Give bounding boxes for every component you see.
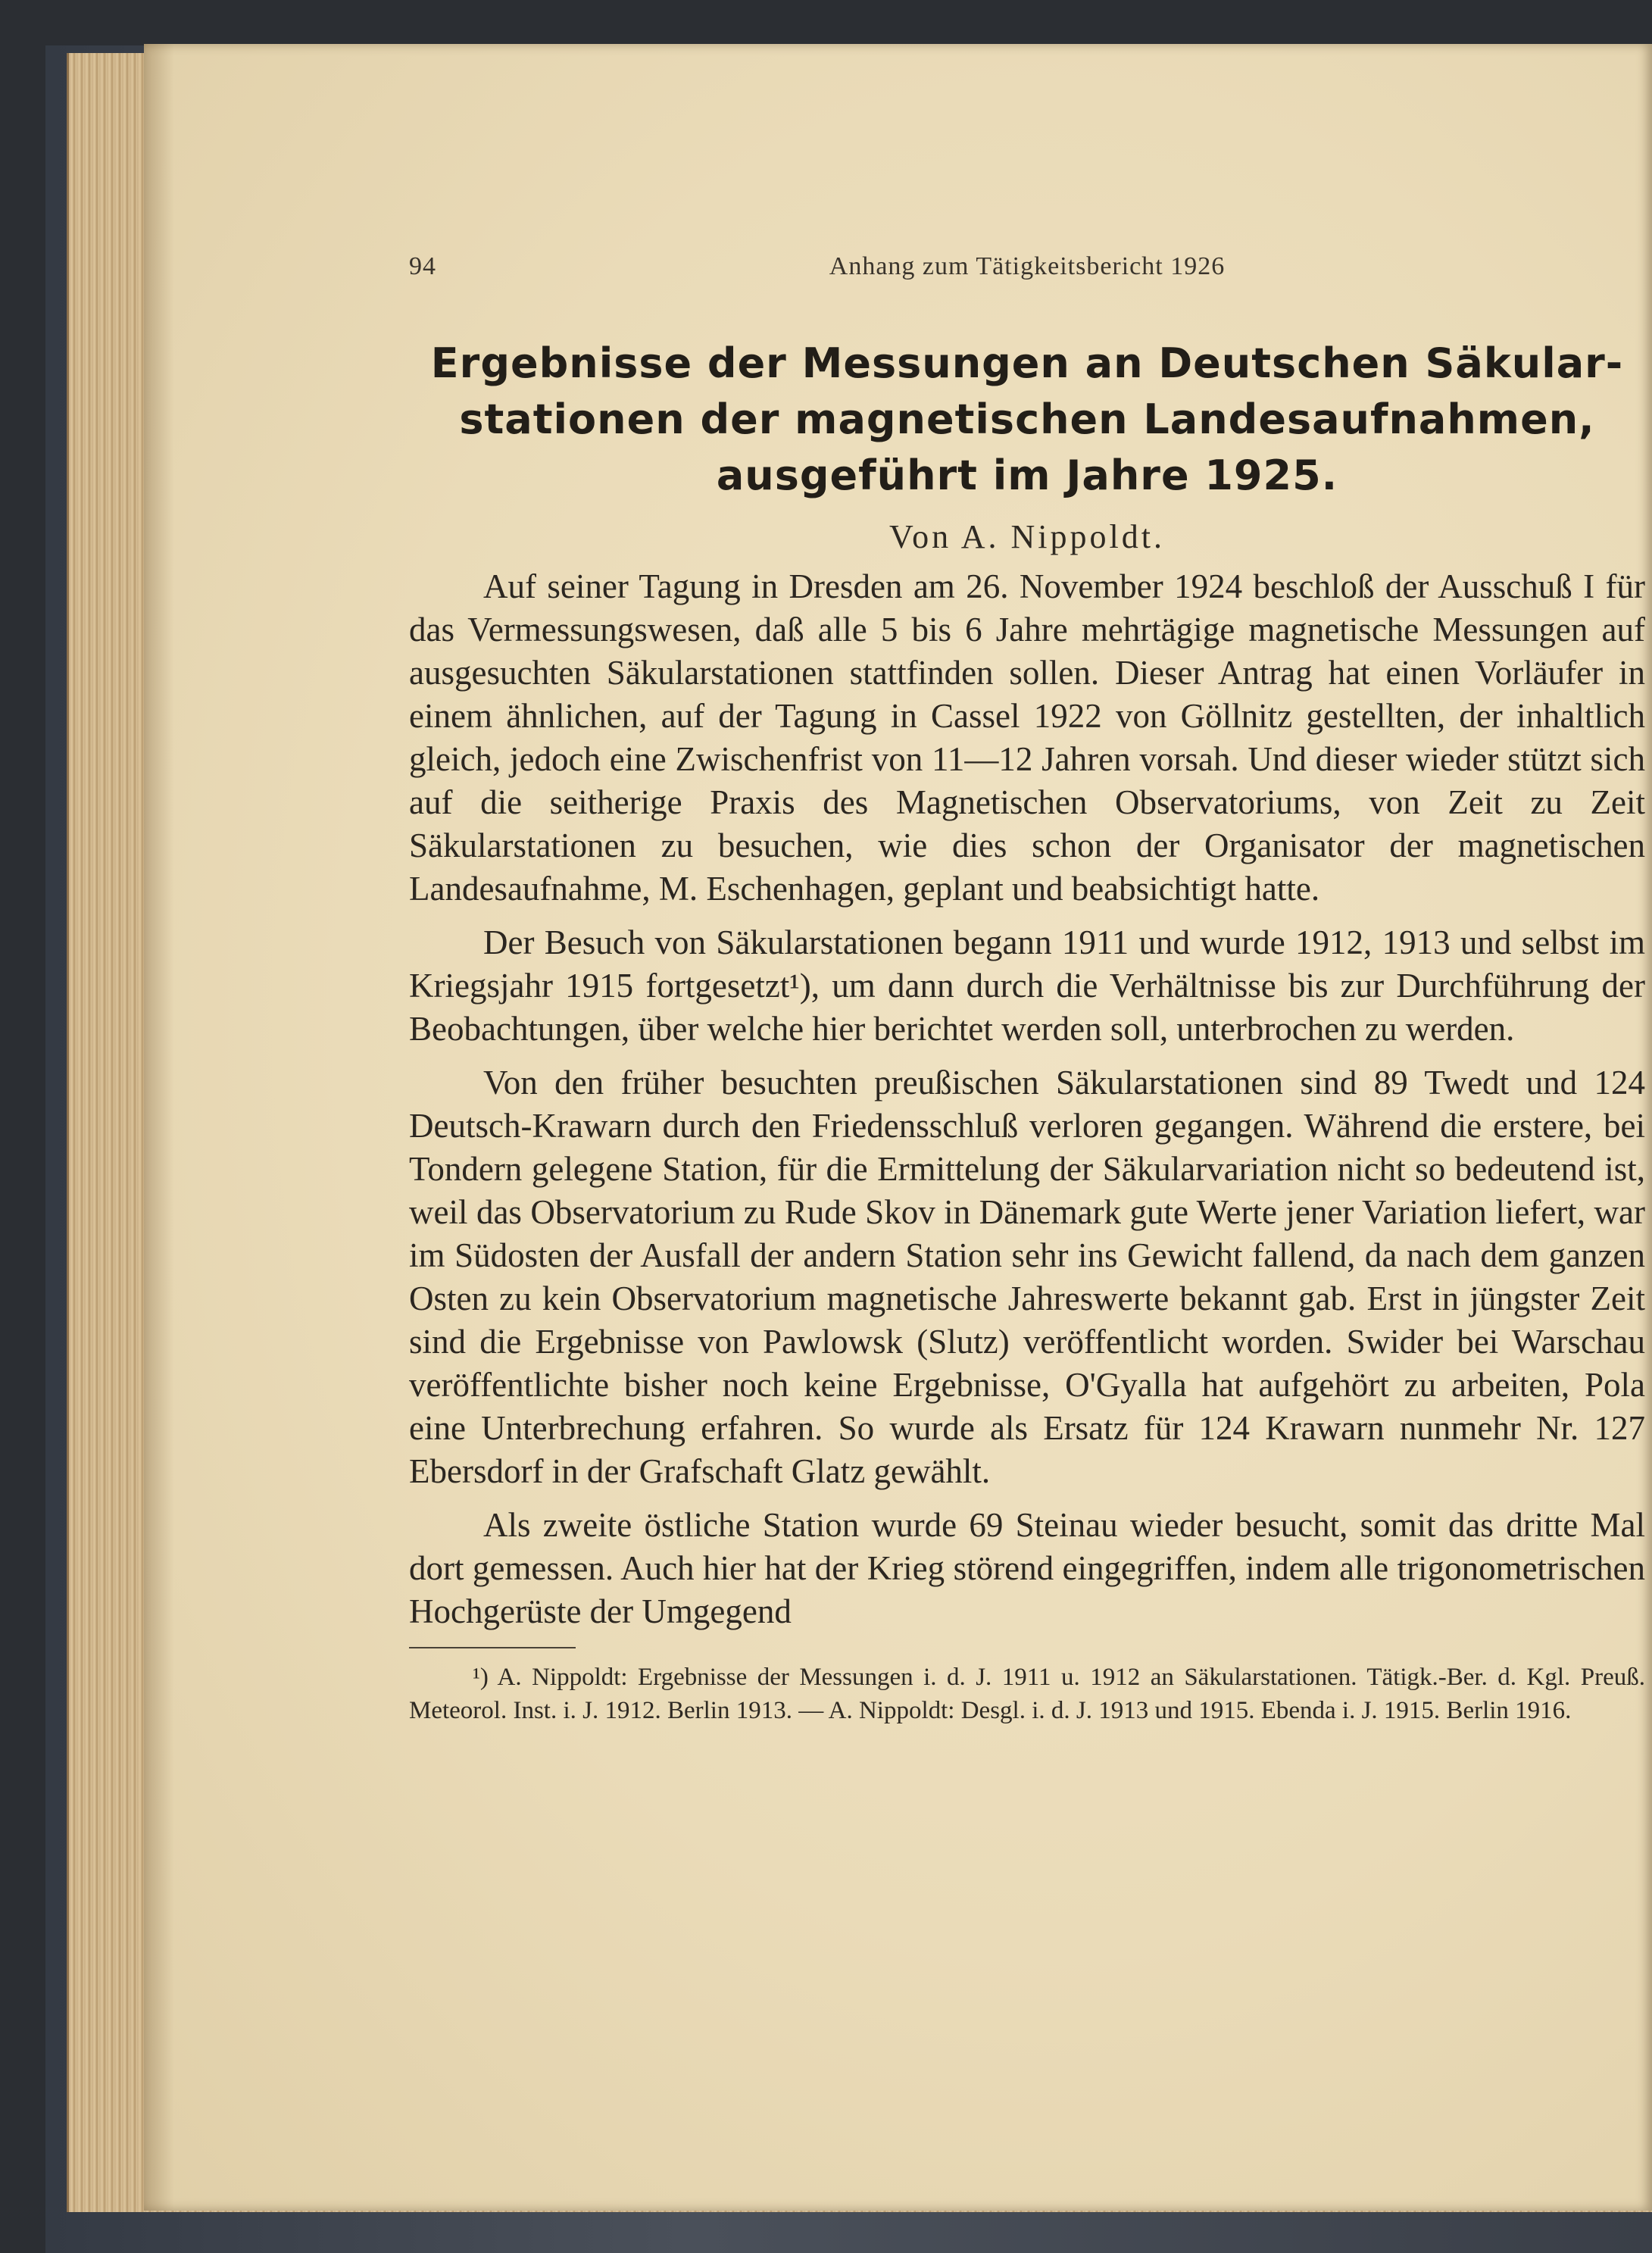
footnote-divider bbox=[409, 1647, 576, 1648]
body-paragraph bbox=[409, 565, 1645, 911]
article-title bbox=[409, 336, 1645, 504]
title-line: ausgeführt im Jahre 1925. bbox=[716, 452, 1338, 499]
title-line: stationen der magnetischen Landesaufnahmen, bbox=[459, 395, 1595, 443]
footnote-text: ¹) A. Nippoldt: Ergebnisse der Messungen i. d. J. 1911 u. 1912 an Säkularstationen. Tätigk.-Ber. d. Kgl. Preuß. Meteorol. Inst. i. J. 1912. Berlin 1913. — A. Nippoldt: Desgl. i. d. J. 1913 und 1915. Ebenda i. J. 1915. Berlin 1916. bbox=[409, 1664, 1645, 1724]
footnote bbox=[409, 1661, 1645, 1727]
paragraph-text: Der Besuch von Säkularstationen begann 1911 und wurde 1912, 1913 und selbst im Kriegsjahr 1915 fortgesetzt¹), um dann durch die Verhältnisse bis zur Durchführung der Beobachtungen, über welche hier berichtet werden soll, unterbrochen zu werden. bbox=[409, 923, 1645, 1048]
paragraph-text: Auf seiner Tagung in Dresden am 26. November 1924 beschloß der Ausschuß I für das Vermessungswesen, daß alle 5 bis 6 Jahre mehrtägige magnetische Messungen auf ausgesuchten Säkularstationen stattfinden sollen. Dieser Antrag hat einen Vorläufer in einem ähnlichen, auf der Tagung in Cassel 1922 von Göllnitz gestellten, der inhaltlich gleich, jedoch eine Zwischenfrist von 11—12 Jahren vorsah. Und dieser wieder stützt sich auf die seitherige Praxis des Magnetischen Observatoriums, von Zeit zu Zeit Säkularstationen zu besuchen, wie dies schon der Organisator der magnetischen Landesaufnahme, M. Eschenhagen, geplant und beabsichtigt hatte. bbox=[409, 567, 1645, 908]
title-line: Ergebnisse der Messungen an Deutschen Säkular- bbox=[430, 339, 1624, 387]
article-author: Von A. Nippoldt. bbox=[889, 518, 1165, 555]
page-content bbox=[409, 245, 1645, 1727]
page-number: 94 bbox=[409, 252, 436, 280]
body-paragraph bbox=[409, 1504, 1645, 1633]
paragraph-text: Von den früher besuchten preußischen Säkularstationen sind 89 Twedt und 124 Deutsch-Krawarn durch den Friedensschluß verloren gegangen. Während die erstere, bei Tondern gelegene Station, für die Ermittelung der Säkularvariation nicht so bedeutend ist, weil das Observatorium zu Rude Skov in Dänemark gute Werte jener Variation liefert, war im Südosten der Ausfall der andern Station sehr ins Gewicht fallend, da nach dem ganzen Osten zu kein Observatorium magnetische Jahreswerte bekannt gab. Erst in jüngster Zeit sind die Ergebnisse von Pawlowsk (Slutz) veröffentlicht worden. Swider bei Warschau veröffentlichte bisher noch keine Ergebnisse, O'Gyalla hat aufgehört zu arbeiten, Pola eine Unterbrechung erfahren. So wurde als Ersatz für 124 Krawarn nunmehr Nr. 127 Ebersdorf in der Grafschaft Glatz gewählt. bbox=[409, 1064, 1645, 1490]
paragraph-text: Als zweite östliche Station wurde 69 Steinau wieder besucht, somit das dritte Mal dort gemessen. Auch hier hat der Krieg störend eingegriffen, indem alle trigonometrischen Hochgerüste der Umgegend bbox=[409, 1506, 1645, 1630]
body-paragraph bbox=[409, 1061, 1645, 1493]
gutter-shadow bbox=[144, 44, 174, 2211]
body-paragraph bbox=[409, 921, 1645, 1051]
book-page bbox=[144, 44, 1652, 2211]
running-title: Anhang zum Tätigkeitsbericht 1926 bbox=[829, 252, 1226, 280]
running-header bbox=[409, 245, 1645, 290]
